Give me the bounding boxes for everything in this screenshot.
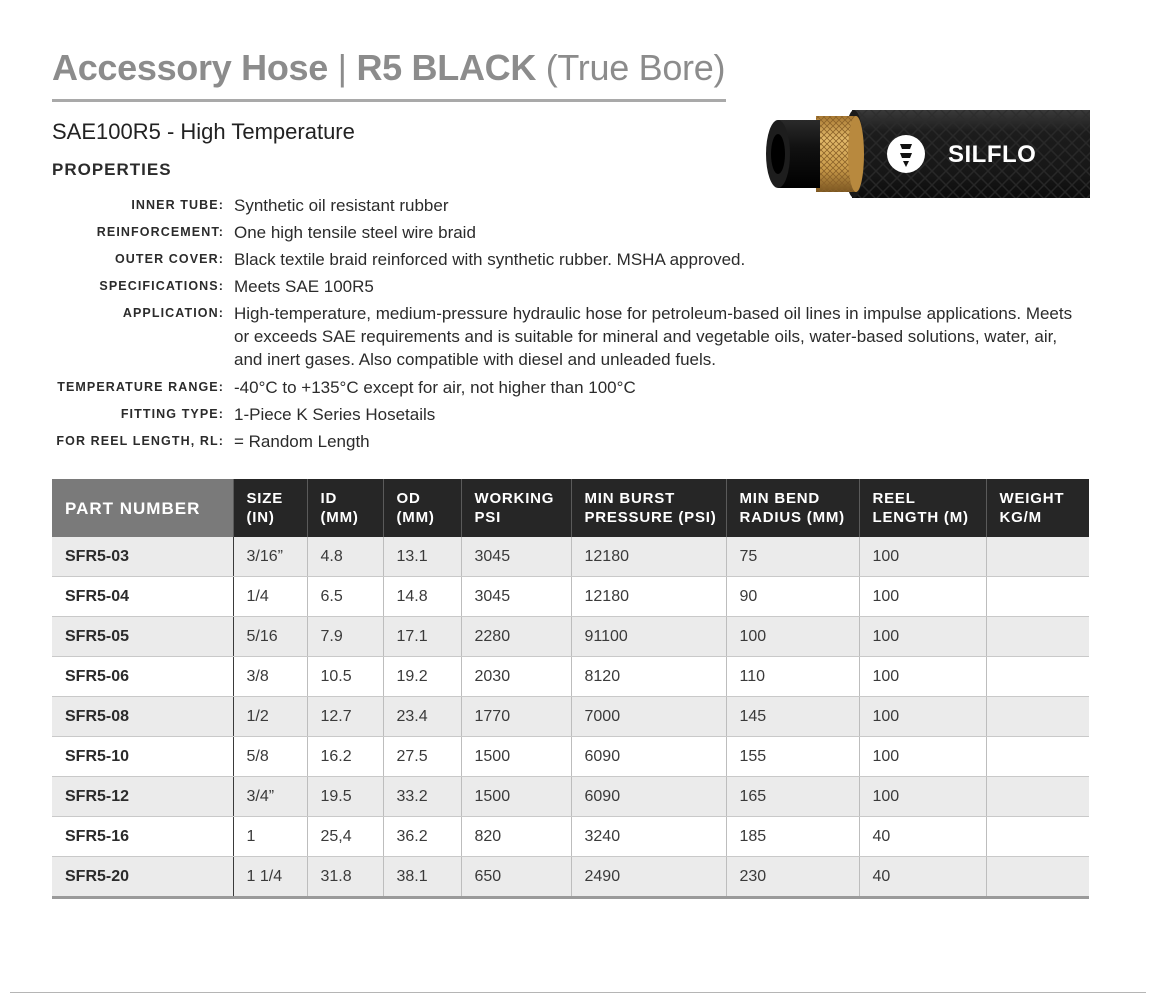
cell-id: 16.2: [307, 737, 383, 777]
property-value: -40°C to +135°C except for air, not higher than 100°C: [234, 378, 636, 397]
col-header-text: ID: [320, 490, 338, 507]
cell-min-burst-pressure: 6090: [571, 737, 726, 777]
cell-reel-length: 40: [859, 857, 986, 898]
col-header-min-bend-radius: [726, 479, 859, 537]
table-row: [52, 857, 1089, 898]
cell-reel-length: 100: [859, 737, 986, 777]
cell-min-bend-radius: 230: [726, 857, 859, 898]
cell-part-number: SFR5-04: [52, 577, 233, 617]
cell-working-psi: 2030: [461, 657, 571, 697]
cell-min-bend-radius: 185: [726, 817, 859, 857]
cell-min-bend-radius: 110: [726, 657, 859, 697]
cell-working-psi: 1770: [461, 697, 571, 737]
cell-id: 31.8: [307, 857, 383, 898]
cell-part-number: SFR5-03: [52, 537, 233, 577]
col-header-unit: (IN): [246, 509, 275, 526]
cell-od: 19.2: [383, 657, 461, 697]
table-header-row: [52, 479, 1089, 537]
cell-size: 3/16”: [233, 537, 307, 577]
property-value: Synthetic oil resistant rubber: [234, 196, 449, 215]
cell-reel-length: 100: [859, 617, 986, 657]
cell-working-psi: 1500: [461, 777, 571, 817]
page-subtitle: SAE100R5 - High Temperature: [52, 119, 355, 144]
property-value: 1-Piece K Series Hosetails: [234, 405, 436, 424]
cell-part-number: SFR5-10: [52, 737, 233, 777]
cell-od: 36.2: [383, 817, 461, 857]
cell-min-burst-pressure: 91100: [571, 617, 726, 657]
table-row: [52, 577, 1089, 617]
cell-weight: [986, 777, 1089, 817]
cell-size: 1/2: [233, 697, 307, 737]
cell-od: 27.5: [383, 737, 461, 777]
cell-part-number: SFR5-08: [52, 697, 233, 737]
col-header-text: MIN BEND: [739, 490, 821, 507]
page-title: [52, 44, 725, 92]
cell-min-bend-radius: 165: [726, 777, 859, 817]
cell-od: 23.4: [383, 697, 461, 737]
table-row: [52, 537, 1089, 577]
title-separator: |: [327, 47, 357, 88]
cell-size: 1: [233, 817, 307, 857]
cell-working-psi: 1500: [461, 737, 571, 777]
cell-od: 13.1: [383, 537, 461, 577]
cell-min-burst-pressure: 2490: [571, 857, 726, 898]
property-value: One high tensile steel wire braid: [234, 223, 476, 242]
brand-name: SILFLO: [948, 141, 1037, 168]
col-header-working-psi: [461, 479, 571, 537]
cell-part-number: SFR5-20: [52, 857, 233, 898]
col-header-text: MIN BURST: [584, 490, 676, 507]
table-row: [52, 697, 1089, 737]
cell-weight: [986, 817, 1089, 857]
cell-part-number: SFR5-12: [52, 777, 233, 817]
col-header-reel-length: [859, 479, 986, 537]
cell-reel-length: 100: [859, 777, 986, 817]
col-header-unit: KG/M: [999, 509, 1042, 526]
cell-id: 6.5: [307, 577, 383, 617]
cell-part-number: SFR5-06: [52, 657, 233, 697]
cell-working-psi: 3045: [461, 577, 571, 617]
col-header-text: PART NUMBER: [65, 498, 201, 518]
title-product: Accessory Hose: [52, 47, 328, 88]
cell-min-burst-pressure: 7000: [571, 697, 726, 737]
cell-weight: [986, 537, 1089, 577]
cell-od: 33.2: [383, 777, 461, 817]
cell-weight: [986, 617, 1089, 657]
property-value: Black textile braid reinforced with synthetic rubber. MSHA approved.: [234, 250, 746, 269]
cell-id: 4.8: [307, 537, 383, 577]
cell-min-bend-radius: 75: [726, 537, 859, 577]
col-header-size: [233, 479, 307, 537]
cell-weight: [986, 657, 1089, 697]
cell-weight: [986, 577, 1089, 617]
col-header-weight: [986, 479, 1089, 537]
cell-size: 5/8: [233, 737, 307, 777]
property-value: = Random Length: [234, 432, 370, 451]
cell-weight: [986, 697, 1089, 737]
col-header-od: [383, 479, 461, 537]
col-header-unit: LENGTH (M): [872, 509, 969, 526]
cell-min-bend-radius: 90: [726, 577, 859, 617]
col-header-text: REEL: [872, 490, 916, 507]
col-header-id: [307, 479, 383, 537]
properties-heading: PROPERTIES: [52, 160, 172, 179]
title-divider: [52, 99, 726, 102]
spec-table: [52, 479, 1089, 899]
cell-size: 5/16: [233, 617, 307, 657]
table-row: [52, 617, 1089, 657]
cell-reel-length: 40: [859, 817, 986, 857]
cell-min-burst-pressure: 6090: [571, 777, 726, 817]
cell-part-number: SFR5-16: [52, 817, 233, 857]
property-value: High-temperature, medium-pressure hydraulic hose for petroleum-based oil lines in impulse applications. Meets or exceeds SAE requirements and is suitable for mineral and vegetable oils, water-based solutions, water, air, and inert gases. Also compatible with diesel and unleaded fuels.: [234, 304, 1073, 369]
cell-min-burst-pressure: 8120: [571, 657, 726, 697]
cell-od: 14.8: [383, 577, 461, 617]
cell-size: 3/4”: [233, 777, 307, 817]
cell-min-burst-pressure: 12180: [571, 537, 726, 577]
table-row: [52, 737, 1089, 777]
property-value: Meets SAE 100R5: [234, 277, 374, 296]
cell-reel-length: 100: [859, 657, 986, 697]
property-label: REINFORCEMENT:: [96, 225, 224, 239]
title-model: R5 BLACK: [356, 47, 537, 88]
property-label: INNER TUBE:: [131, 198, 224, 212]
cell-working-psi: 2280: [461, 617, 571, 657]
table-row: [52, 817, 1089, 857]
col-header-text: SIZE: [246, 490, 284, 507]
cell-min-bend-radius: 155: [726, 737, 859, 777]
cell-reel-length: 100: [859, 537, 986, 577]
cell-min-bend-radius: 100: [726, 617, 859, 657]
cell-id: 7.9: [307, 617, 383, 657]
col-header-text: WEIGHT: [999, 490, 1065, 507]
cell-od: 17.1: [383, 617, 461, 657]
col-header-text: WORKING: [474, 490, 555, 507]
cell-reel-length: 100: [859, 697, 986, 737]
hose-product-image: [764, 108, 1090, 200]
cell-part-number: SFR5-05: [52, 617, 233, 657]
cell-min-bend-radius: 145: [726, 697, 859, 737]
cell-id: 25,4: [307, 817, 383, 857]
col-header-unit: PSI: [474, 509, 502, 526]
cell-od: 38.1: [383, 857, 461, 898]
cell-working-psi: 650: [461, 857, 571, 898]
cell-weight: [986, 857, 1089, 898]
col-header-text: OD: [396, 490, 421, 507]
cell-size: 1/4: [233, 577, 307, 617]
property-label: FOR REEL LENGTH, RL:: [56, 434, 224, 448]
property-label: OUTER COVER:: [114, 252, 224, 266]
property-label: APPLICATION:: [122, 306, 224, 320]
table-row: [52, 657, 1089, 697]
col-header-unit: RADIUS (MM): [739, 509, 845, 526]
cell-reel-length: 100: [859, 577, 986, 617]
cell-id: 19.5: [307, 777, 383, 817]
col-header-min-burst-pressure: [571, 479, 726, 537]
col-header-part-number: [52, 479, 233, 537]
col-header-unit: PRESSURE (PSI): [584, 509, 717, 526]
cell-min-burst-pressure: 3240: [571, 817, 726, 857]
col-header-unit: (MM): [320, 509, 359, 526]
cell-id: 10.5: [307, 657, 383, 697]
cell-working-psi: 820: [461, 817, 571, 857]
cell-working-psi: 3045: [461, 537, 571, 577]
cell-weight: [986, 737, 1089, 777]
cell-size: 3/8: [233, 657, 307, 697]
property-label: TEMPERATURE RANGE:: [57, 380, 224, 394]
property-label: FITTING TYPE:: [120, 407, 224, 421]
table-row: [52, 777, 1089, 817]
col-header-unit: (MM): [396, 509, 435, 526]
property-label: SPECIFICATIONS:: [99, 279, 224, 293]
cell-id: 12.7: [307, 697, 383, 737]
title-variant: (True Bore): [536, 47, 726, 88]
cell-size: 1 1/4: [233, 857, 307, 898]
footer-divider: [10, 992, 1146, 993]
cell-min-burst-pressure: 12180: [571, 577, 726, 617]
